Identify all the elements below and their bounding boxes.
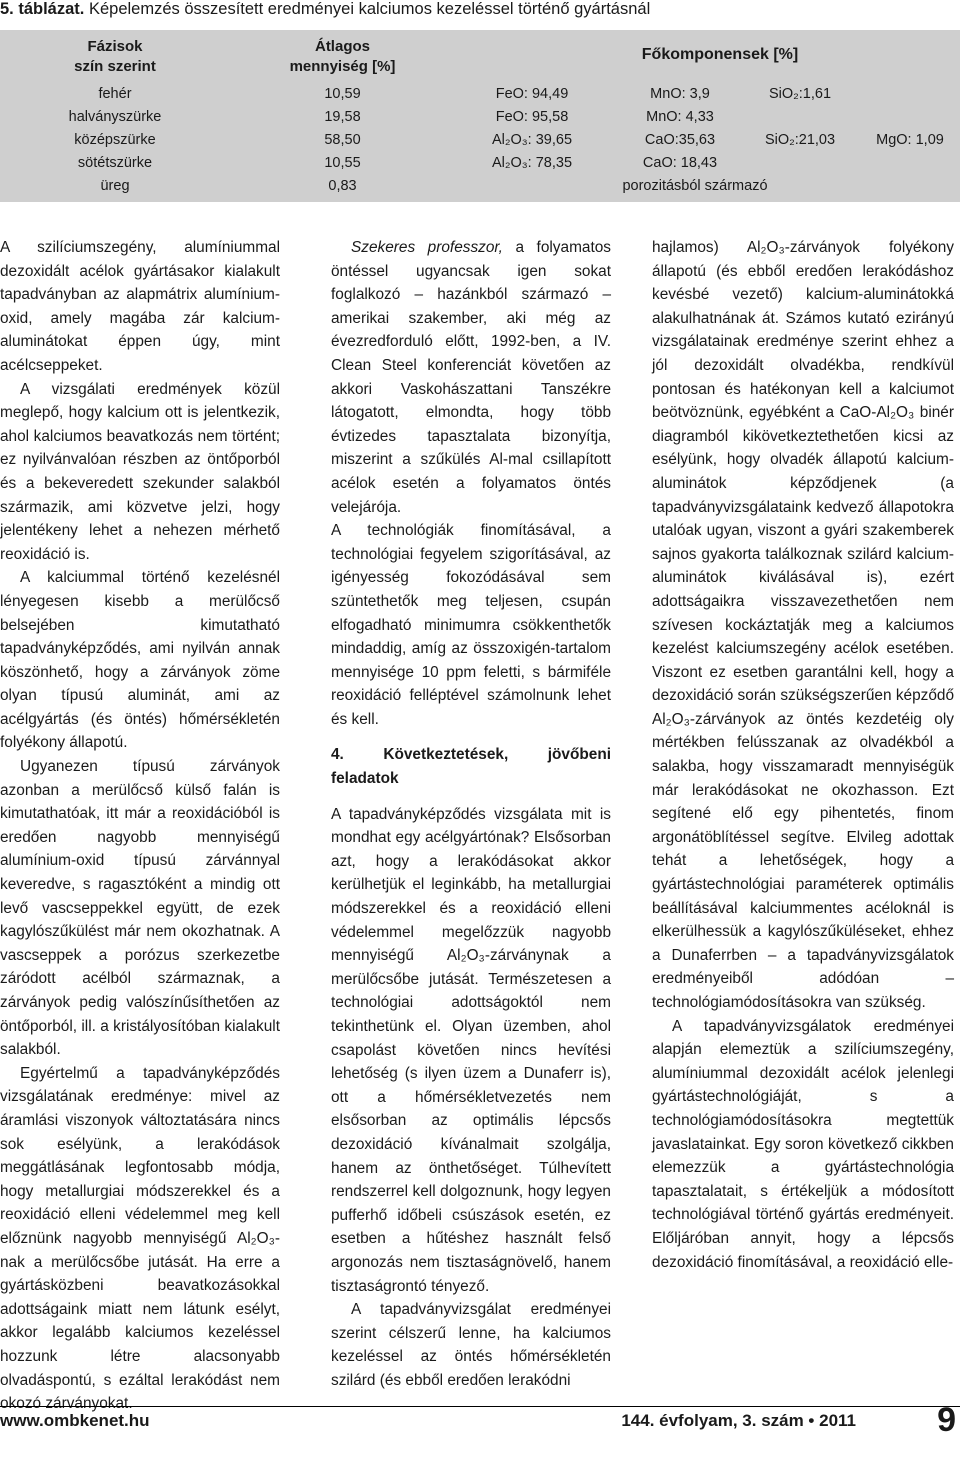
- header-components: Főkomponensek [%]: [641, 46, 799, 63]
- paragraph: [331, 236, 611, 519]
- table-row: [0, 106, 960, 129]
- paragraph: A tapadványképződés vizsgálata mit is mondhat egy acélgyártónak? Elsősorban azt, hogy a lerakódásokat akkor kerülhetjük el leginkább, ha metallurgiai módszerekkel és a reoxidáció elleni védelemmel megelőzzük nagyobb mennyiségű Al₂O₃-zárványnak a merülőcsőbe jutását. Természetesen a technológiai adottságoktól nem tekinthetünk el. Olyan üzemben, ahol csapolást követően nincs hevítési lehetőség (s ilyen üzem a Dunaferr is), ott a hőmérsékletvezetés nem elsősorban az optimális lépcsős dezoxidáció kívánalmait szolgálja, hanem az önthetőséget. Túlhevített rendszerrel kell dolgoznunk, hogy legyen pufferhő időbeli csúszások esetén, ez esetben a hűtéshez használt felső argonozás nem tisztaságnövelő, hanem tisztaságrontó tényező.: [331, 805, 611, 1295]
- cell-comp3: SiO₂:1,61: [768, 86, 832, 102]
- cell-comp1: Al₂O₃: 39,65: [491, 132, 573, 148]
- header-avg-line2: mennyiség [%]: [289, 58, 396, 75]
- cell-avg: 10,59: [324, 86, 361, 102]
- paragraph: A kalciummal történő kezelésnél lényegesen kisebb a merülőcső belsejében kimutatható tapadványképződés, ami nyilván annak köszönhető, hogy a zárványok zöme olyan típusú aluminát, ami az acélgyártás (és öntés) hőmérsékletén folyékony állapotú.: [0, 569, 280, 752]
- table-row: [0, 152, 960, 175]
- table-row: [0, 175, 960, 198]
- paragraph: Egyértelmű a tapadványképződés vizsgálatának eredménye: mivel az áramlási viszonyok változtatására nincs sok esélyünk, a lerakódások meggátlásának legfontosabb módja, hogy metallurgiai módszerekkel és a reoxidáció elleni védelemmel meg kell előznünk nagyobb mennyiségű Al₂O₃-nak a merülőcsőbe jutását. Ha erre a gyártásközbeni beavatkozásokkal adottságaink miatt nem látunk esélyt, akkor legalább kalciumos kezeléssel hozzunk létre alacsonyabb olvadáspontú, s ezáltal lerakódást nem okozó zárványokat.: [0, 1064, 280, 1413]
- paragraph: Ugyanezen típusú zárványok azonban a merülőcső külső falán is kimutathatóak, itt már a reoxidációból is eredően nagyobb mennyiségű alumínium-oxid típusú zárvánnyal keveredve, s ragasztóként a mindig ott levő vascseppekkel együtt, de ezek kagylószűkülést már nem okozhatnak. A vascseppek a porózus szerkezetbe záródott acélból származnak, a zárványok pedig valószínűsíthetően az öntőporból, ill. a kristályosítóban kialakult salakból.: [0, 758, 280, 1059]
- paragraph: A technológiák finomításával, a technológiai fegyelem szigorításával, az igényesség fokozódásával sem szüntethetők meg teljesen, csupán elfogadható minimumra csökkenthetők mindaddig, amíg az összoxigén-tartalom mennyisége 10 ppm feletti, s bármiféle reoxidáció felléptével számolnunk lehet és kell.: [331, 522, 611, 728]
- header-phase-line1: Fázisok: [87, 38, 143, 55]
- cell-comp1: FeO: 95,58: [495, 109, 569, 125]
- cell-phase: sötétszürke: [77, 155, 153, 171]
- caption-text: Képelemzés összesített eredményei kalciumos kezeléssel történő gyártásnál: [84, 0, 651, 18]
- paragraph: A tapadványvizsgálatok eredményei alapján elemeztük a szilíciumszegény, alumíniummal dezoxidált acélok jelenlegi gyártástechnológiáját, s a technológiamódosításokra megtettük javaslatainkat. Egy soron következő cikkben elemezzük a gyártástechnológia tapasztalatait, s értékeljük a módosított technológiával történő gyártás eredményeit. Előljáróban annyit, hogy a lépcsős dezoxidáció finomításával, a reoxidáció elle-: [652, 1017, 954, 1271]
- cell-comp2: MnO: 4,33: [646, 109, 714, 125]
- cell-comp-note: porozitásból származó: [622, 178, 768, 194]
- paragraph: A tapadványvizsgálat eredményei szerint célszerű lenne, ha kalciumos kezeléssel az öntés hőmérsékletén szilárd (és ebből eredően lerakódni: [331, 1301, 611, 1389]
- header-avg-line1: Átlagos: [314, 38, 370, 55]
- cell-avg: 10,55: [324, 155, 361, 171]
- cell-comp2: CaO:35,63: [644, 132, 716, 148]
- paragraph-text: a folyamatos öntéssel ugyancsak igen sokat foglalkozó – hazánkból származó – amerikai szakember, aki még az évezredforduló előtt, 1992-ben, a IV. Clean Steel konferenciát követően az akkori Vaskohászattani Tanszékre látogatott, elmondta, hogy több évtizedes tapasztalata bizonyítja, miszerint a szűkülés Al-mal csillapított acélok esetén a folyamatos öntés velejárója.: [331, 239, 611, 516]
- table-row: [0, 83, 960, 106]
- cell-comp4: MgO: 1,09: [876, 132, 944, 148]
- text-column-1: [0, 236, 280, 1413]
- paragraph: A szilíciumszegény, alumíniummal dezoxidált acélok gyártásakor kialakult tapadványban az alapmátrix alumínium-oxid, amely magába zár kalcium-aluminátokat éppen úgy, mint acélcseppeket.: [0, 239, 280, 374]
- cell-comp2: MnO: 3,9: [650, 86, 710, 102]
- cell-phase: fehér: [98, 86, 132, 102]
- page-footer: [0, 1401, 960, 1465]
- cell-comp1: Al₂O₃: 78,35: [491, 155, 573, 171]
- paragraph: hajlamos) Al₂O₃-zárványok folyékony állapotú (és ebből eredően lerakódáshoz kevésbé vezető) kalcium-aluminátokká alakulhatnának át. Számos kutató ezirányú vizsgálatainak eredménye szerint ehhez a jól dezoxidált olvadékba, rendkívül pontosan és hatékonyan kell a kalciumot beötvöznünk, egyébként a CaO-Al₂O₃ binér diagramból kikövetkeztethetően kicsi az esélyünk, hogy olvadék állapotú kalcium-aluminátok képződjenek (a tapadványvizsgálataink kedvező állapotokra utalóak ugyan, viszont a gyári szakemberek sajnos gyakorta találkoznak szilárd kalcium-aluminátok kiválásával is), ezért adottságaikra visszavezethetően nem szívesen kockáztatják meg a kalciumos kezelést kalciumszegény acélok esetében. Viszont ez esetben garantálni kell, hogy a dezoxidáció során szükségszerűen képződő Al₂O₃-zárványok az öntés kezdetéig oly mértékben felússzanak az olvadékból a salakba, hogy visszamaradt mennyiségük már lerakódásokat ne okozhasson. Ezt segítené elő egy pihentetés, finom argonátöblítéssel segítve. Elvileg adottak tehát a lehetőségek, hogy a gyártástechnológiai paraméterek optimális beállításával kalciummentes acéloknál is elkerülhessük a kagylószűküléseket, ehhez a Dunaferrben – a tapadványvizsgálatok eredményeiből adódóan – technológiamódosításokra van szükség.: [652, 239, 955, 1011]
- table-row: [0, 129, 960, 152]
- text-column-3: [652, 236, 954, 1396]
- section-heading: 4. Következtetések, jövőbeni feladatok: [331, 746, 611, 788]
- cell-comp1: FeO: 94,49: [495, 86, 569, 102]
- cell-phase: üreg: [100, 178, 130, 194]
- table-caption: [0, 0, 960, 22]
- header-phase-line2: szín szerint: [74, 58, 156, 75]
- issue-info: 144. évfolyam, 3. szám • 2011: [621, 1411, 856, 1430]
- results-table: [0, 30, 960, 202]
- caption-label: 5. táblázat.: [0, 0, 85, 18]
- cell-avg: 19,58: [324, 109, 361, 125]
- paragraph: A vizsgálati eredmények közül meglepő, hogy kalcium ott is jelentkezik, ahol kalciumos beavatkozás nem történt; ez nyilvánvalóan részben az öntőporból és a bekeveredett szekunder salakból származik, ami közvetve jelzi, hogy jelentékeny lehet a nehezen mérhető reoxidáció is.: [0, 380, 280, 563]
- cell-avg: 58,50: [324, 132, 361, 148]
- cell-avg: 0,83: [328, 178, 357, 194]
- cell-comp2: CaO: 18,43: [642, 155, 718, 171]
- page-number: 9: [937, 1401, 956, 1439]
- cell-comp3: SiO₂:21,03: [764, 132, 836, 148]
- author-name: Szekeres professzor,: [351, 239, 503, 256]
- website-link[interactable]: www.ombkenet.hu: [0, 1411, 150, 1430]
- cell-phase: középszürke: [74, 132, 156, 148]
- text-column-2: [331, 236, 611, 1396]
- cell-phase: halványszürke: [68, 109, 162, 125]
